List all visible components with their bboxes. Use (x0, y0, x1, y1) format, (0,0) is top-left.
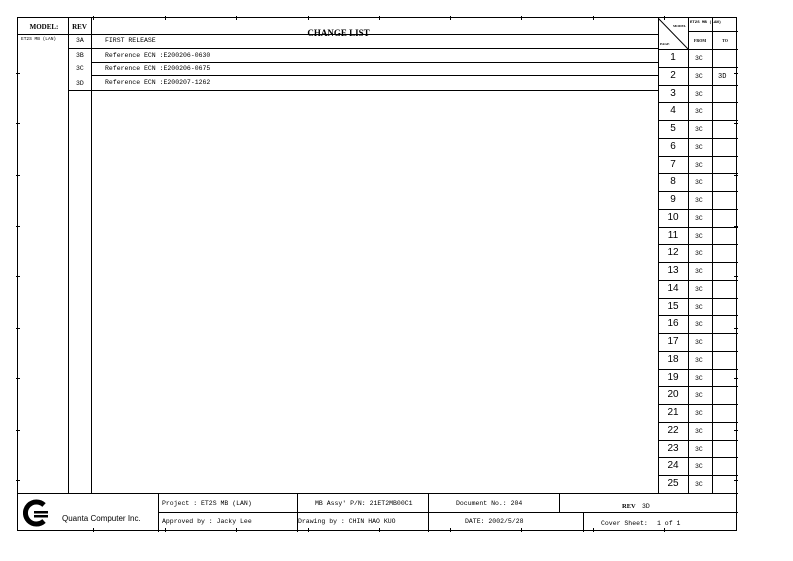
page-from-rev: 3C (695, 481, 703, 488)
border-tick (236, 528, 237, 532)
page-from-rev: 3C (695, 233, 703, 240)
page-row-divider (658, 422, 738, 423)
entry-rev: 3B (76, 52, 84, 59)
border-tick (16, 73, 20, 74)
page-row-divider (658, 156, 738, 157)
entry-description: Reference ECN :E200207-1262 (105, 79, 211, 86)
title-block-col2 (297, 493, 298, 532)
border-tick (734, 430, 738, 431)
cover-sheet-label: Cover Sheet: (601, 520, 648, 527)
board-divider (688, 31, 738, 32)
border-tick (16, 226, 20, 227)
title-block-col1 (158, 493, 159, 532)
page-number: 13 (667, 265, 679, 276)
page-row-divider (658, 85, 738, 86)
page-from-rev: 3C (695, 55, 703, 62)
border-tick (308, 16, 309, 20)
page-from-rev: 3C (695, 339, 703, 346)
page-number: 2 (670, 70, 676, 81)
entry-rev: 3C (76, 65, 84, 72)
page-row-divider (658, 475, 738, 476)
page-number: 20 (667, 389, 679, 400)
border-tick (93, 528, 94, 532)
border-tick (16, 480, 20, 481)
border-tick (379, 528, 380, 532)
page-number: 22 (667, 425, 679, 436)
border-tick (16, 430, 20, 431)
project-field: Project : ET2S MB (LAN) (162, 500, 252, 507)
border-tick (379, 16, 380, 20)
page-number: 24 (667, 460, 679, 471)
page-row-divider (658, 280, 738, 281)
entry-divider (91, 62, 658, 63)
page-row-divider (658, 440, 738, 441)
page-from-rev: 3C (695, 268, 703, 275)
page-row-divider (658, 138, 738, 139)
entry-description: Reference ECN :E200206-0630 (105, 52, 211, 59)
page-number: 21 (667, 407, 679, 418)
schematic-sheet (17, 17, 737, 531)
title-block-top (18, 493, 738, 494)
page-from-rev: 3C (695, 463, 703, 470)
page-from-rev: 3C (695, 321, 703, 328)
page-row-divider (658, 244, 738, 245)
page-number: 23 (667, 443, 679, 454)
page-number: 16 (667, 318, 679, 329)
drawing-by-field: Drawing by : CHIN HAO KUO (298, 518, 396, 525)
model-label: MODEL: (29, 23, 59, 31)
page-number: 19 (667, 372, 679, 383)
page-from-rev: 3C (695, 162, 703, 169)
rev-field-label: REV (622, 503, 636, 510)
title-block-col4 (559, 493, 560, 512)
page-number: 11 (667, 230, 679, 241)
entry-rev: 3D (76, 80, 84, 87)
border-tick (521, 528, 522, 532)
assy-pn-field: MB Assy' P/N: 21ET2MB00C1 (315, 500, 413, 507)
page-row-divider (658, 386, 738, 387)
title-block-col5 (583, 512, 584, 532)
entry-description: FIRST RELEASE (105, 37, 156, 44)
cover-sheet-value: 1 of 1 (657, 520, 681, 527)
border-tick (593, 16, 594, 20)
page-number: 10 (667, 212, 679, 223)
title-block-middle (158, 512, 738, 513)
page-number: 18 (667, 354, 679, 365)
entry-divider (68, 48, 658, 49)
page-row-divider (658, 209, 738, 210)
entry-divider (68, 90, 658, 91)
document-no-field: Document No.: 204 (456, 500, 523, 507)
border-tick (664, 528, 665, 532)
page-row-divider (658, 173, 738, 174)
page-from-rev: 3C (695, 304, 703, 311)
border-tick (593, 528, 594, 532)
page-number: 9 (670, 194, 676, 205)
border-tick (308, 528, 309, 532)
page-from-rev: 3C (695, 410, 703, 417)
title-block-col3 (428, 493, 429, 532)
page-table-from-label: FROM (693, 38, 707, 43)
page-from-rev: 3C (695, 91, 703, 98)
entry-rev: 3A (76, 37, 84, 44)
quanta-logo-icon (23, 499, 49, 527)
border-tick (16, 276, 20, 277)
page-row-divider (658, 102, 738, 103)
border-tick (734, 480, 738, 481)
border-tick (734, 378, 738, 379)
page-from-rev: 3C (695, 197, 703, 204)
border-tick (450, 528, 451, 532)
border-tick (521, 16, 522, 20)
page-table-model-label: MODEL (673, 24, 687, 28)
entry-description: Reference ECN :E200206-0675 (105, 65, 211, 72)
page-from-rev: 3C (695, 392, 703, 399)
page-number: 4 (670, 105, 676, 116)
page-row-divider (658, 315, 738, 316)
rev-label: REV (72, 23, 87, 31)
date-field: DATE: 2002/5/28 (465, 518, 524, 525)
page-row-divider (658, 404, 738, 405)
page-row-divider (658, 351, 738, 352)
page-to-rev: 3D (718, 73, 727, 81)
page-row-divider (658, 191, 738, 192)
page-from-rev: 3C (695, 375, 703, 382)
page-row-divider (658, 369, 738, 370)
page-from-rev: 3C (695, 144, 703, 151)
border-tick (734, 73, 738, 74)
border-tick (165, 16, 166, 20)
page-number: 3 (670, 88, 676, 99)
page-number: 8 (670, 176, 676, 187)
page-number: 17 (667, 336, 679, 347)
page-from-rev: 3C (695, 126, 703, 133)
border-tick (93, 16, 94, 20)
page-from-rev: 3C (695, 286, 703, 293)
entry-divider (91, 75, 658, 76)
page-from-rev: 3C (695, 215, 703, 222)
page-row-divider (658, 67, 738, 68)
page-number: 7 (670, 159, 676, 170)
page-table-header-divider (658, 49, 738, 50)
page-number: 5 (670, 123, 676, 134)
border-tick (450, 16, 451, 20)
page-number: 15 (667, 301, 679, 312)
page-from-rev: 3C (695, 428, 703, 435)
page-from-rev: 3C (695, 73, 703, 80)
company-name: Quanta Computer Inc. (62, 514, 141, 523)
border-tick (734, 123, 738, 124)
model-value: ET2S MB (LAN) (21, 37, 57, 42)
border-tick (16, 328, 20, 329)
page-from-rev: 3C (695, 108, 703, 115)
page-from-rev: 3C (695, 357, 703, 364)
page-table-board-label: ET2S MB (LAN) (690, 21, 722, 25)
border-tick (664, 16, 665, 20)
page-table-page-label: PAGE (660, 42, 670, 46)
border-tick (734, 226, 738, 227)
border-tick (165, 528, 166, 532)
border-tick (16, 378, 20, 379)
page-number: 25 (667, 478, 679, 489)
border-tick (734, 276, 738, 277)
rev-field-value: 3D (642, 503, 650, 510)
border-tick (16, 175, 20, 176)
change-list-title: CHANGE LIST (307, 28, 370, 38)
page-row-divider (658, 227, 738, 228)
page-row-divider (658, 262, 738, 263)
page-number: 6 (670, 141, 676, 152)
page-from-rev: 3C (695, 179, 703, 186)
approved-by-field: Approved by : Jacky Lee (162, 518, 252, 525)
page-row-divider (658, 333, 738, 334)
page-number: 1 (670, 52, 676, 63)
page-row-divider (658, 120, 738, 121)
page-table-to-label: TO (722, 38, 728, 43)
border-tick (236, 16, 237, 20)
page-from-rev: 3C (695, 250, 703, 257)
page-number: 12 (667, 247, 679, 258)
page-number: 14 (667, 283, 679, 294)
border-tick (734, 175, 738, 176)
border-tick (16, 123, 20, 124)
page-row-divider (658, 298, 738, 299)
page-row-divider (658, 457, 738, 458)
border-tick (734, 328, 738, 329)
page-from-rev: 3C (695, 446, 703, 453)
